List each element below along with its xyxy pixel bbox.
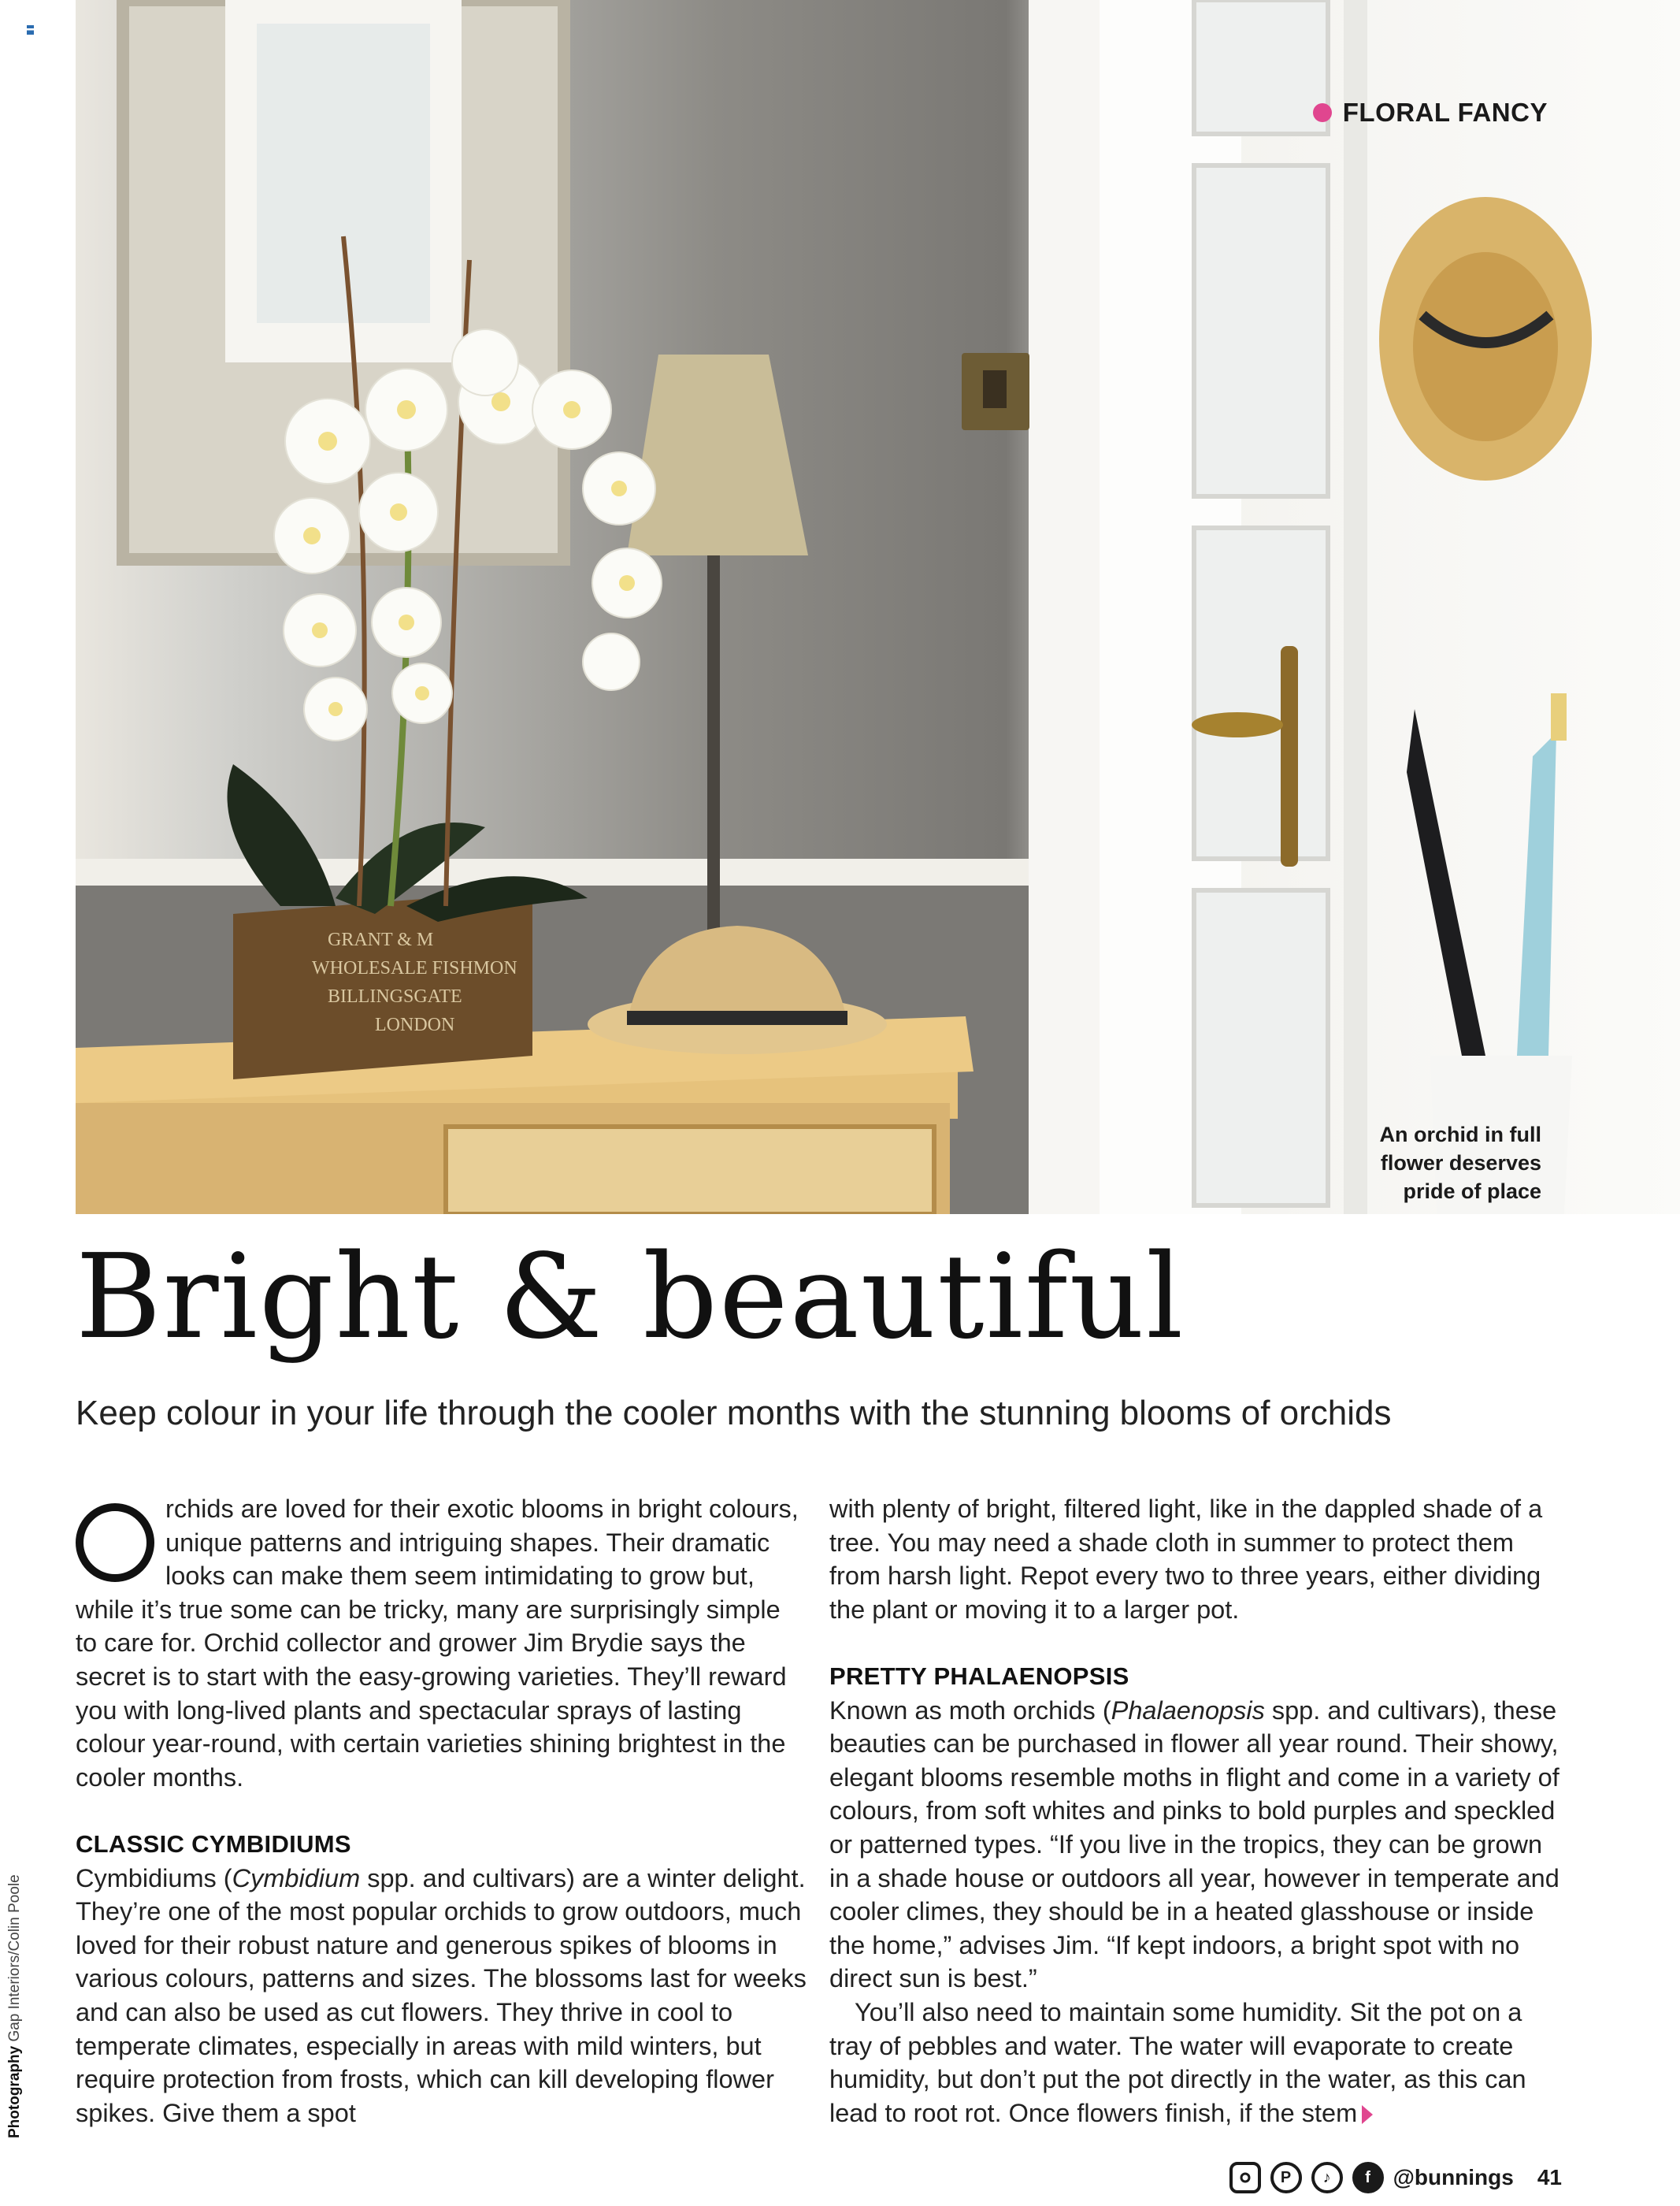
phalaenopsis-text-b: spp. and cultivars), these beauties can be purchased in flower all year round. Their showy, elegant blooms resemble moths in flight and come in a variety of colours, from soft whites and pinks to bold purples and speckled or patterned types. “If you live in the tropics, they can be grown in a shade house or outdoors all year, however in temperate and cooler climes, they should be in a heated glasshouse or inside the home,” advises Jim. “If kept indoors, a bright spot with no direct sun is best.” (829, 1695, 1559, 1993)
page-number: 41 (1537, 2165, 1562, 2189)
phalaenopsis-paragraph (829, 1694, 1562, 1996)
intro-text: rchids are loved for their exotic blooms in bright colours, unique patterns and intriguing shapes. Their dramatic looks can make them seem intimidating to grow but, while it’s true some can be tricky, many are surprisingly simple to care for. Orchid collector and grower Jim Brydie says the secret is to start with the easy-growing varieties. They’ll reward you with long-lived plants and spectacular sprays of lasting colour year-round, with certain varieties shining brightest in the cooler months. (76, 1495, 799, 1792)
pinterest-icon[interactable]: P (1270, 2162, 1302, 2193)
facebook-icon[interactable]: f (1352, 2162, 1384, 2193)
box-text-2: WHOLESALE FISHMON (312, 958, 517, 979)
credit-names: Gap Interiors/Colin Poole (6, 1874, 23, 2042)
phalaenopsis-text-a: Known as moth orchids ( (829, 1695, 1111, 1725)
section-dot-icon (1313, 103, 1332, 122)
box-text-4: LONDON (375, 1015, 455, 1035)
humidity-text: You’ll also need to maintain some humidity. Sit the pot on a tray of pebbles and water. The water will evaporate to create humidity, but don’t put the pot directly in the water, as this can lead to root rot. Once flowers finish, if the stem (829, 1997, 1526, 2127)
cymbidiums-text-b: spp. and cultivars) are a winter delight. They’re one of the most popular orchids to grow outdoors, much loved for their robust nature and generous spikes of blooms in various colours, patterns and sizes. The blossoms last for weeks and can also be used as cut flowers. They thrive in cool to temperate climates, especially in areas with mild winters, but require protection from frosts, which can kill developing flower spikes. Give them a spot (76, 1863, 807, 2127)
intro-paragraph (76, 1492, 808, 1794)
folio-flag-mark (27, 25, 34, 35)
heading-cymbidiums: CLASSIC CYMBIDIUMS (76, 1829, 351, 1858)
humidity-paragraph (829, 1996, 1562, 2130)
credit-label: Photography (6, 2045, 23, 2138)
heading-phalaenopsis: PRETTY PHALAENOPSIS (829, 1662, 1129, 1690)
cymbidiums-genus: Cymbidium (232, 1863, 361, 1892)
cymbidiums-paragraph (76, 1862, 808, 2130)
dropcap-o-icon (76, 1503, 154, 1582)
continued-paragraph: with plenty of bright, filtered light, like in the dappled shade of a tree. You may need a shade cloth in summer to protect them from harsh light. Repot every two to three years, either dividing the plant or moving it to a larger pot. (829, 1495, 1543, 1624)
section-tag (1313, 98, 1548, 128)
page-footer (1229, 2162, 1562, 2193)
right-column (829, 1492, 1562, 2130)
photo-credit (6, 1874, 24, 2138)
continue-arrow-icon (1362, 2105, 1373, 2124)
phalaenopsis-genus: Phalaenopsis (1111, 1695, 1265, 1725)
hallway-illustration (76, 0, 1680, 1214)
hero-photo (76, 0, 1680, 1214)
left-column (76, 1492, 808, 2130)
cymbidiums-text-a: Cymbidiums ( (76, 1863, 232, 1892)
headline: Bright & beautiful (76, 1229, 1185, 1365)
photo-caption: An orchid in full flower deserves pride of place (1379, 1123, 1541, 1203)
section-label: FLORAL FANCY (1342, 98, 1548, 127)
tiktok-icon[interactable]: ♪ (1311, 2162, 1343, 2193)
standfirst: Keep colour in your life through the cooler months with the stunning blooms of orchids (76, 1394, 1392, 1432)
box-text-3: BILLINGSGATE (328, 986, 462, 1007)
social-handle[interactable]: @bunnings (1393, 2165, 1514, 2189)
instagram-icon[interactable] (1229, 2162, 1261, 2193)
box-text-1: GRANT & M (328, 930, 434, 950)
